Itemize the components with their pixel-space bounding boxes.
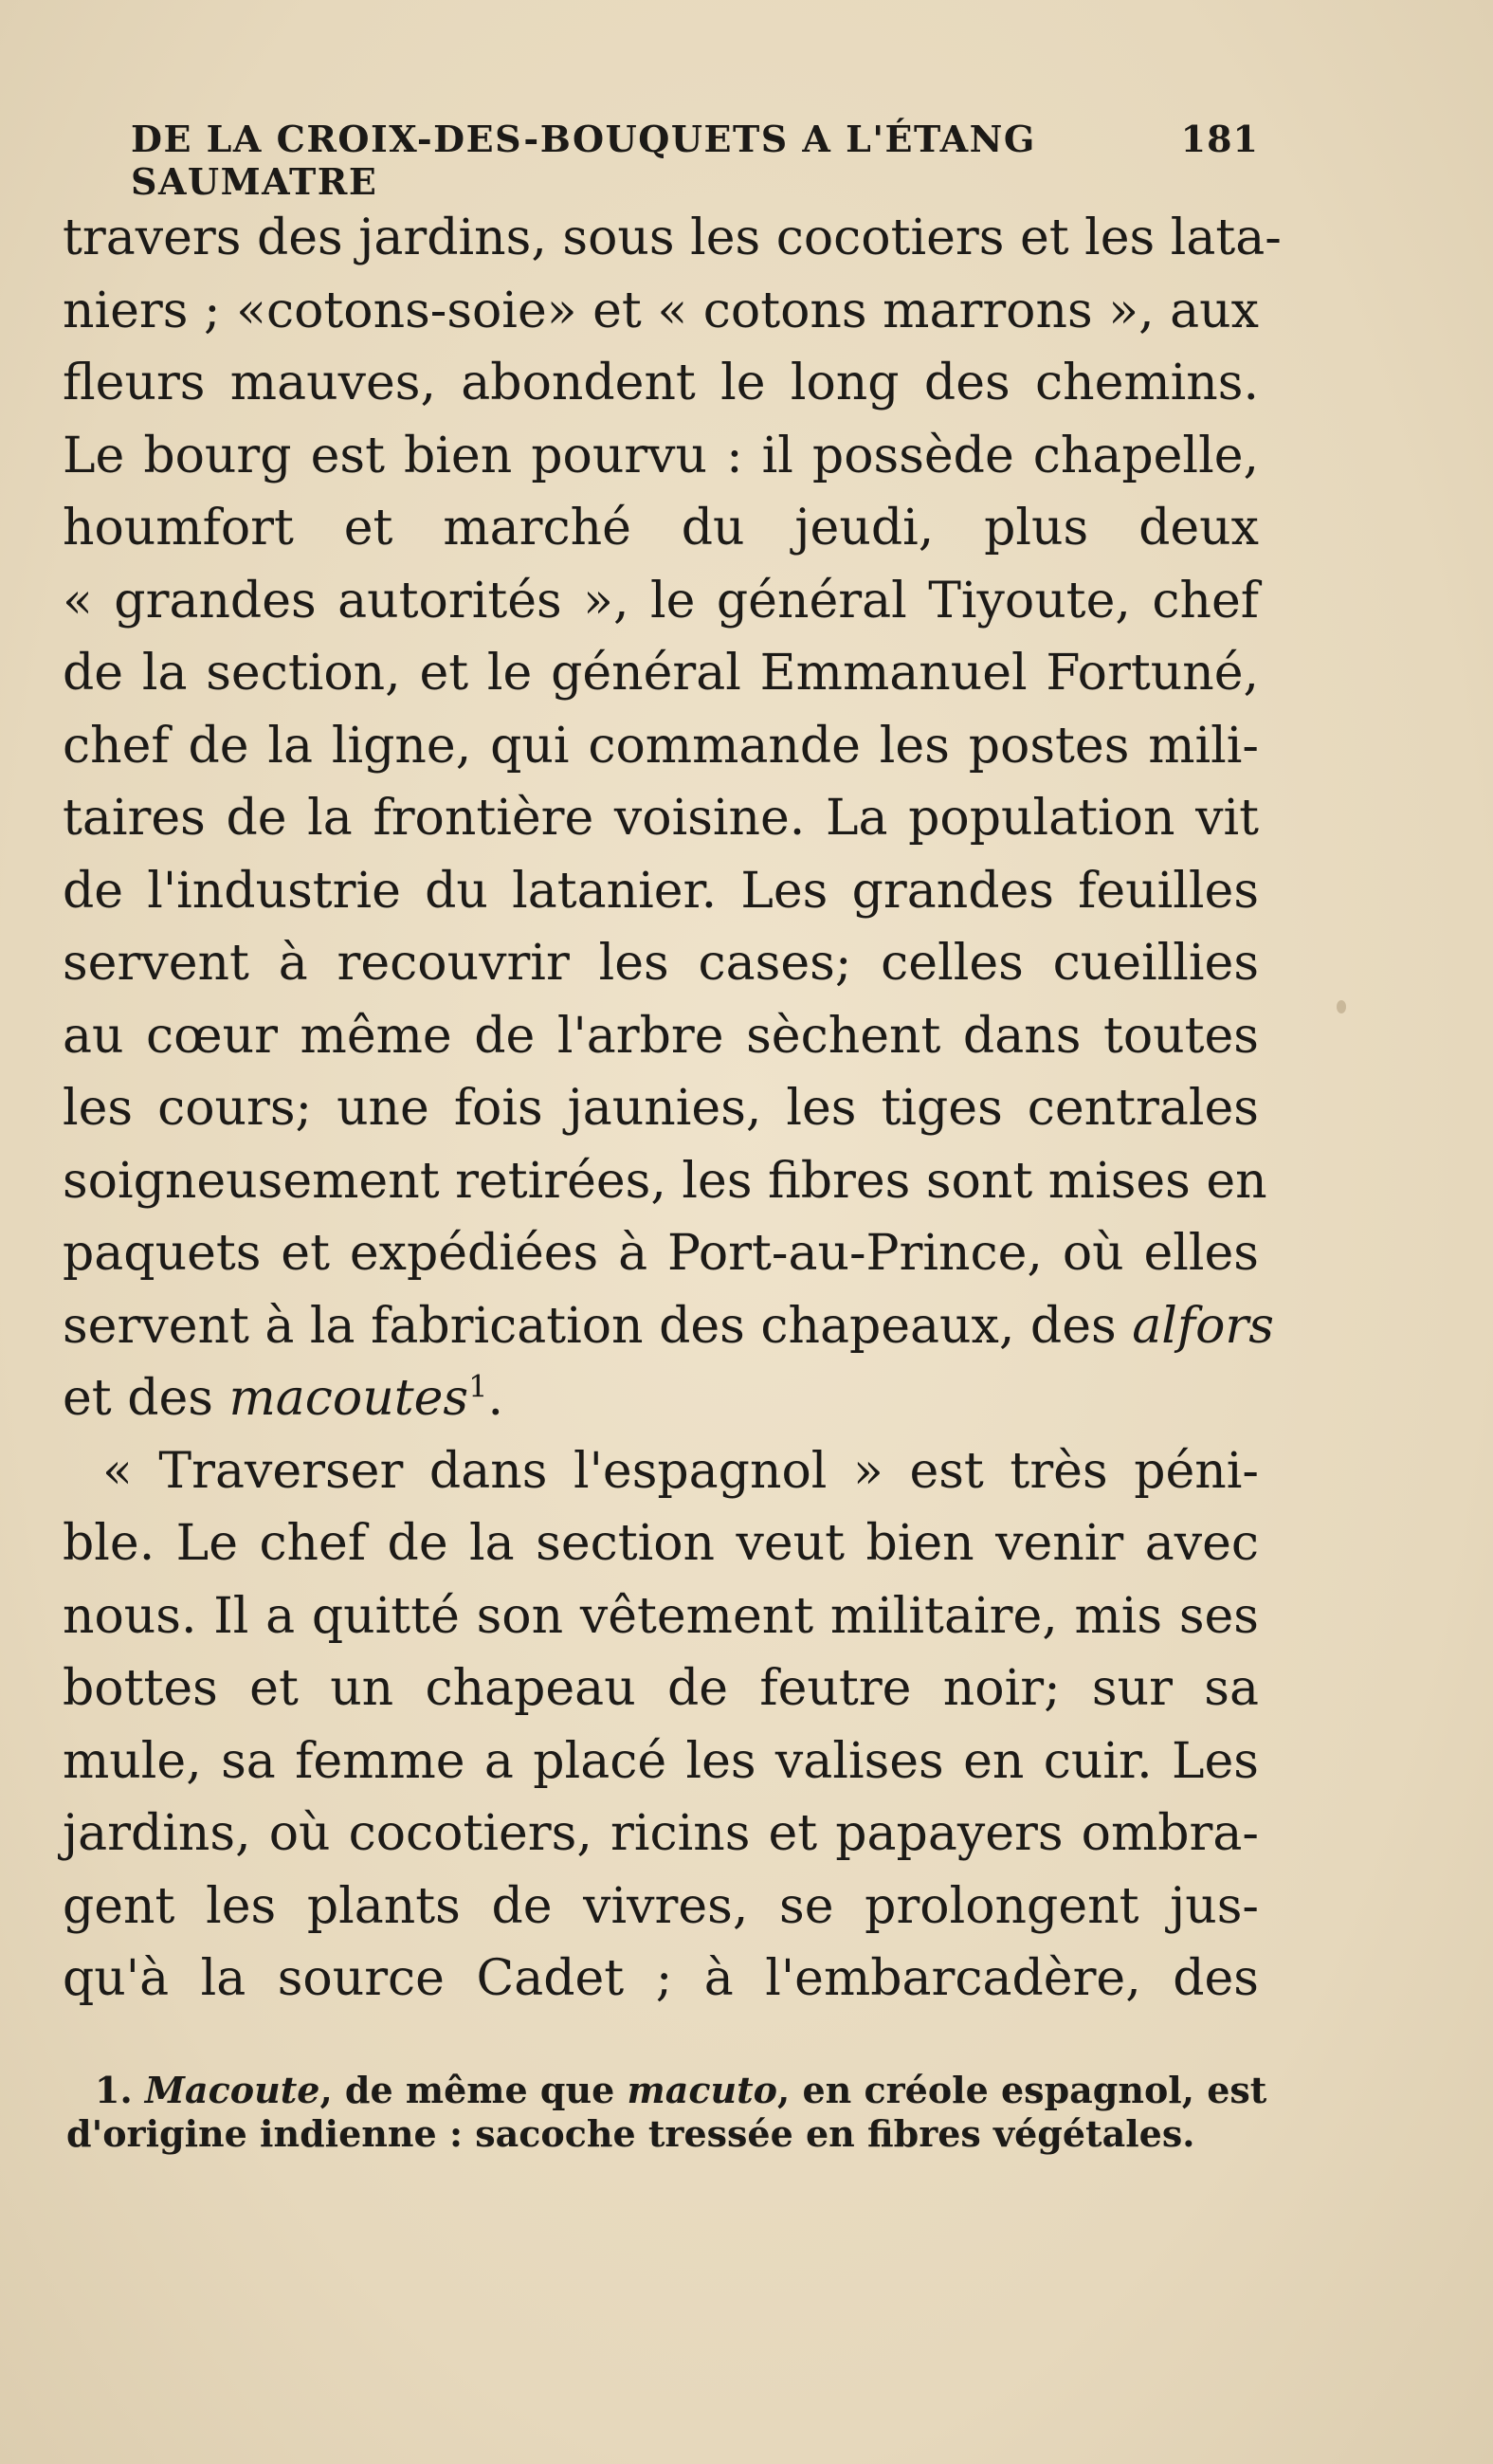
text-line: houmfort et marché du jeudi, plus deux (63, 500, 1259, 557)
footnote-term: macuto (627, 2069, 777, 2111)
paragraph-end-line (63, 1362, 1259, 1435)
text-line: chef de la ligne, qui commande les postes mili- (63, 717, 1259, 775)
text-line: de la section, et le général Emmanuel Fortuné, (63, 645, 1259, 702)
text-line: fleurs mauves, abondent le long des chemins. (63, 355, 1259, 411)
text-line: soigneusement retirées, les fibres sont mises en (63, 1152, 1267, 1210)
text-line: niers ; «cotons-soie» et « cotons marrons », aux (63, 282, 1259, 339)
text-fragment: et des (63, 1370, 213, 1427)
italic-term: alfors (1132, 1297, 1274, 1355)
text-line: bottes et un chapeau de feutre noir; sur sa (63, 1660, 1259, 1717)
text-line-start: servent à la fabrication des chapeaux, des (63, 1297, 1117, 1355)
text-line: les cours; une fois jaunies, les tiges centrales (63, 1080, 1259, 1137)
text-line: paquets et expédiées à Port-au-Prince, où elles (63, 1225, 1259, 1282)
text-line: qu'à la source Cadet ; à l'embarcadère, des (63, 1950, 1259, 2007)
text-line: au cœur même de l'arbre sèchent dans toutes (63, 1007, 1259, 1065)
running-head-title: DE LA CROIX-DES-BOUQUETS A L'ÉTANG SAUMATRE (131, 118, 1036, 203)
footnote-text: , en créole espagnol, est (776, 2069, 1267, 2111)
text-fragment: . (487, 1370, 503, 1427)
footnote (66, 2069, 1267, 2156)
text-line: « grandes autorités », le général Tiyoute, chef (63, 572, 1259, 630)
text-line: mule, sa femme a placé les valises en cuir. Les (63, 1732, 1259, 1790)
paragraph-start-line: « Traverser dans l'espagnol » est très péni- (102, 1442, 1259, 1500)
text-line: gent les plants de vivres, se prolongent jus- (63, 1877, 1259, 1935)
text-line: Le bourg est bien pourvu : il possède chapelle, (63, 427, 1259, 484)
footnote-text: , de même que (319, 2069, 615, 2111)
page-number: 181 (1180, 118, 1259, 160)
running-head (131, 118, 1259, 203)
text-line: servent à recouvrir les cases; celles cueillies (63, 935, 1259, 992)
footnote-line (66, 2069, 1267, 2112)
italic-term: macoutes (228, 1370, 469, 1427)
text-line: de l'industrie du latanier. Les grandes feuilles (63, 862, 1259, 920)
text-line: jardins, où cocotiers, ricins et papayers ombra- (63, 1805, 1259, 1862)
footnote-number: 1. (95, 2069, 133, 2111)
text-line: ble. Le chef de la section veut bien venir avec (63, 1515, 1259, 1572)
body-text (63, 202, 1282, 2016)
text-line-with-italic (63, 1290, 1274, 1363)
footnote-line: d'origine indienne : sacoche tressée en fibres végétales. (66, 2112, 1195, 2155)
text-line: taires de la frontière voisine. La population vit (63, 790, 1259, 847)
text-line: nous. Il a quitté son vêtement militaire, mis ses (63, 1587, 1259, 1645)
paper-speck (1337, 1000, 1346, 1013)
text-line: travers des jardins, sous les cocotiers et les lata- (63, 210, 1282, 266)
footnote-term: Macoute (144, 2069, 320, 2111)
footnote-reference[interactable]: 1 (468, 1368, 488, 1405)
